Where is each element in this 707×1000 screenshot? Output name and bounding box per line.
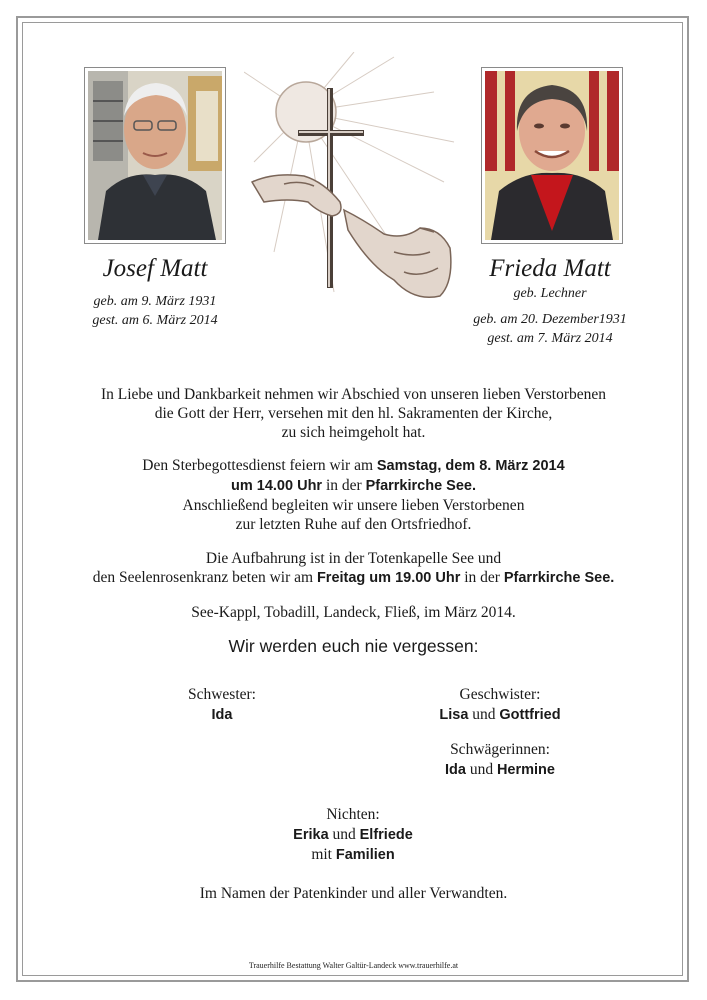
relatives-nieces (253, 805, 453, 865)
closing-text: Im Namen der Patenkinder und aller Verwandten. (199, 885, 508, 902)
dates-frieda-matt (440, 310, 660, 348)
portrait-woman-image (485, 71, 619, 240)
photo-josef-matt (84, 67, 226, 244)
intro-text (40, 385, 667, 442)
relation-label: Geschwister: (459, 686, 541, 703)
funeral-line (40, 456, 667, 476)
relative-name: Elfriede (359, 827, 413, 843)
wake-time: Freitag um 19.00 Uhr (316, 570, 461, 586)
hands-icon (252, 175, 451, 297)
relatives-siblings (400, 685, 600, 725)
relation-label: Nichten: (326, 806, 380, 823)
maiden-name: geb. Lechner (513, 286, 587, 301)
relation-label: Schwägerinnen: (450, 741, 550, 758)
text-segment: in der (460, 569, 504, 586)
text-segment: in der (322, 477, 366, 494)
intro-line: In Liebe und Dankbarkeit nehmen wir Abschied von unseren lieben Verstorbenen (100, 386, 607, 403)
dates-josef-matt (60, 292, 250, 330)
text-segment: den Seelenrosenkranz beten wir am (92, 569, 317, 586)
photo-frieda-matt (481, 67, 623, 244)
funeral-line: Anschließend begleiten wir unsere lieben Verstorbenen (182, 497, 525, 514)
wake-line: Die Aufbahrung ist in der Totenkapelle See und (205, 550, 502, 567)
text-segment: und (468, 706, 500, 723)
intro-line: zu sich heimgeholt hat. (281, 424, 426, 441)
relatives-sister (142, 685, 302, 725)
born-date: geb. am 20. Dezember1931 (473, 312, 627, 327)
funeral-text (40, 456, 667, 534)
born-date: geb. am 9. März 1931 (93, 294, 217, 309)
funeral-date: Samstag, dem 8. März 2014 (376, 458, 565, 474)
cross-hands-illustration (244, 52, 466, 310)
relative-name: Lisa (439, 707, 469, 723)
name-frieda-matt: Frieda Matt (489, 255, 611, 282)
relative-name: Erika (293, 827, 329, 843)
relative-name: Hermine (496, 762, 555, 778)
text-segment: mit (311, 846, 336, 863)
intro-line: die Gott der Herr, versehen mit den hl. Sakramenten der Kirche, (154, 405, 553, 422)
relation-label: Schwester: (187, 686, 256, 703)
wake-text (40, 549, 667, 588)
funeral-line: zur letzten Ruhe auf den Ortsfriedhof. (235, 516, 472, 533)
text-segment: Den Sterbegottesdienst feiern wir am (142, 457, 377, 474)
relative-name: Familien (335, 847, 395, 863)
wake-church: Pfarrkirche See. (503, 570, 615, 586)
relative-name: Gottfried (499, 707, 561, 723)
relatives-sisters-in-law (400, 740, 600, 780)
portrait-man-image (88, 71, 222, 240)
name-josef-matt: Josef Matt (102, 255, 208, 282)
death-date: gest. am 6. März 2014 (92, 313, 218, 328)
place-date: See-Kappl, Tobadill, Landeck, Fließ, im März 2014. (191, 604, 516, 621)
text-segment: und (465, 761, 497, 778)
funeral-time: um 14.00 Uhr (231, 478, 323, 494)
relative-name: Ida (211, 707, 233, 723)
memorial-heading: Wir werden euch nie vergessen: (228, 636, 479, 656)
relative-name: Ida (445, 762, 466, 778)
wake-line (40, 568, 667, 588)
funeral-church: Pfarrkirche See. (365, 478, 476, 494)
text-segment: und (328, 826, 360, 843)
death-date: gest. am 7. März 2014 (487, 331, 613, 346)
funeral-line (40, 476, 667, 496)
footer-imprint: Trauerhilfe Bestattung Walter Galtür-Landeck www.trauerhilfe.at (248, 961, 459, 970)
